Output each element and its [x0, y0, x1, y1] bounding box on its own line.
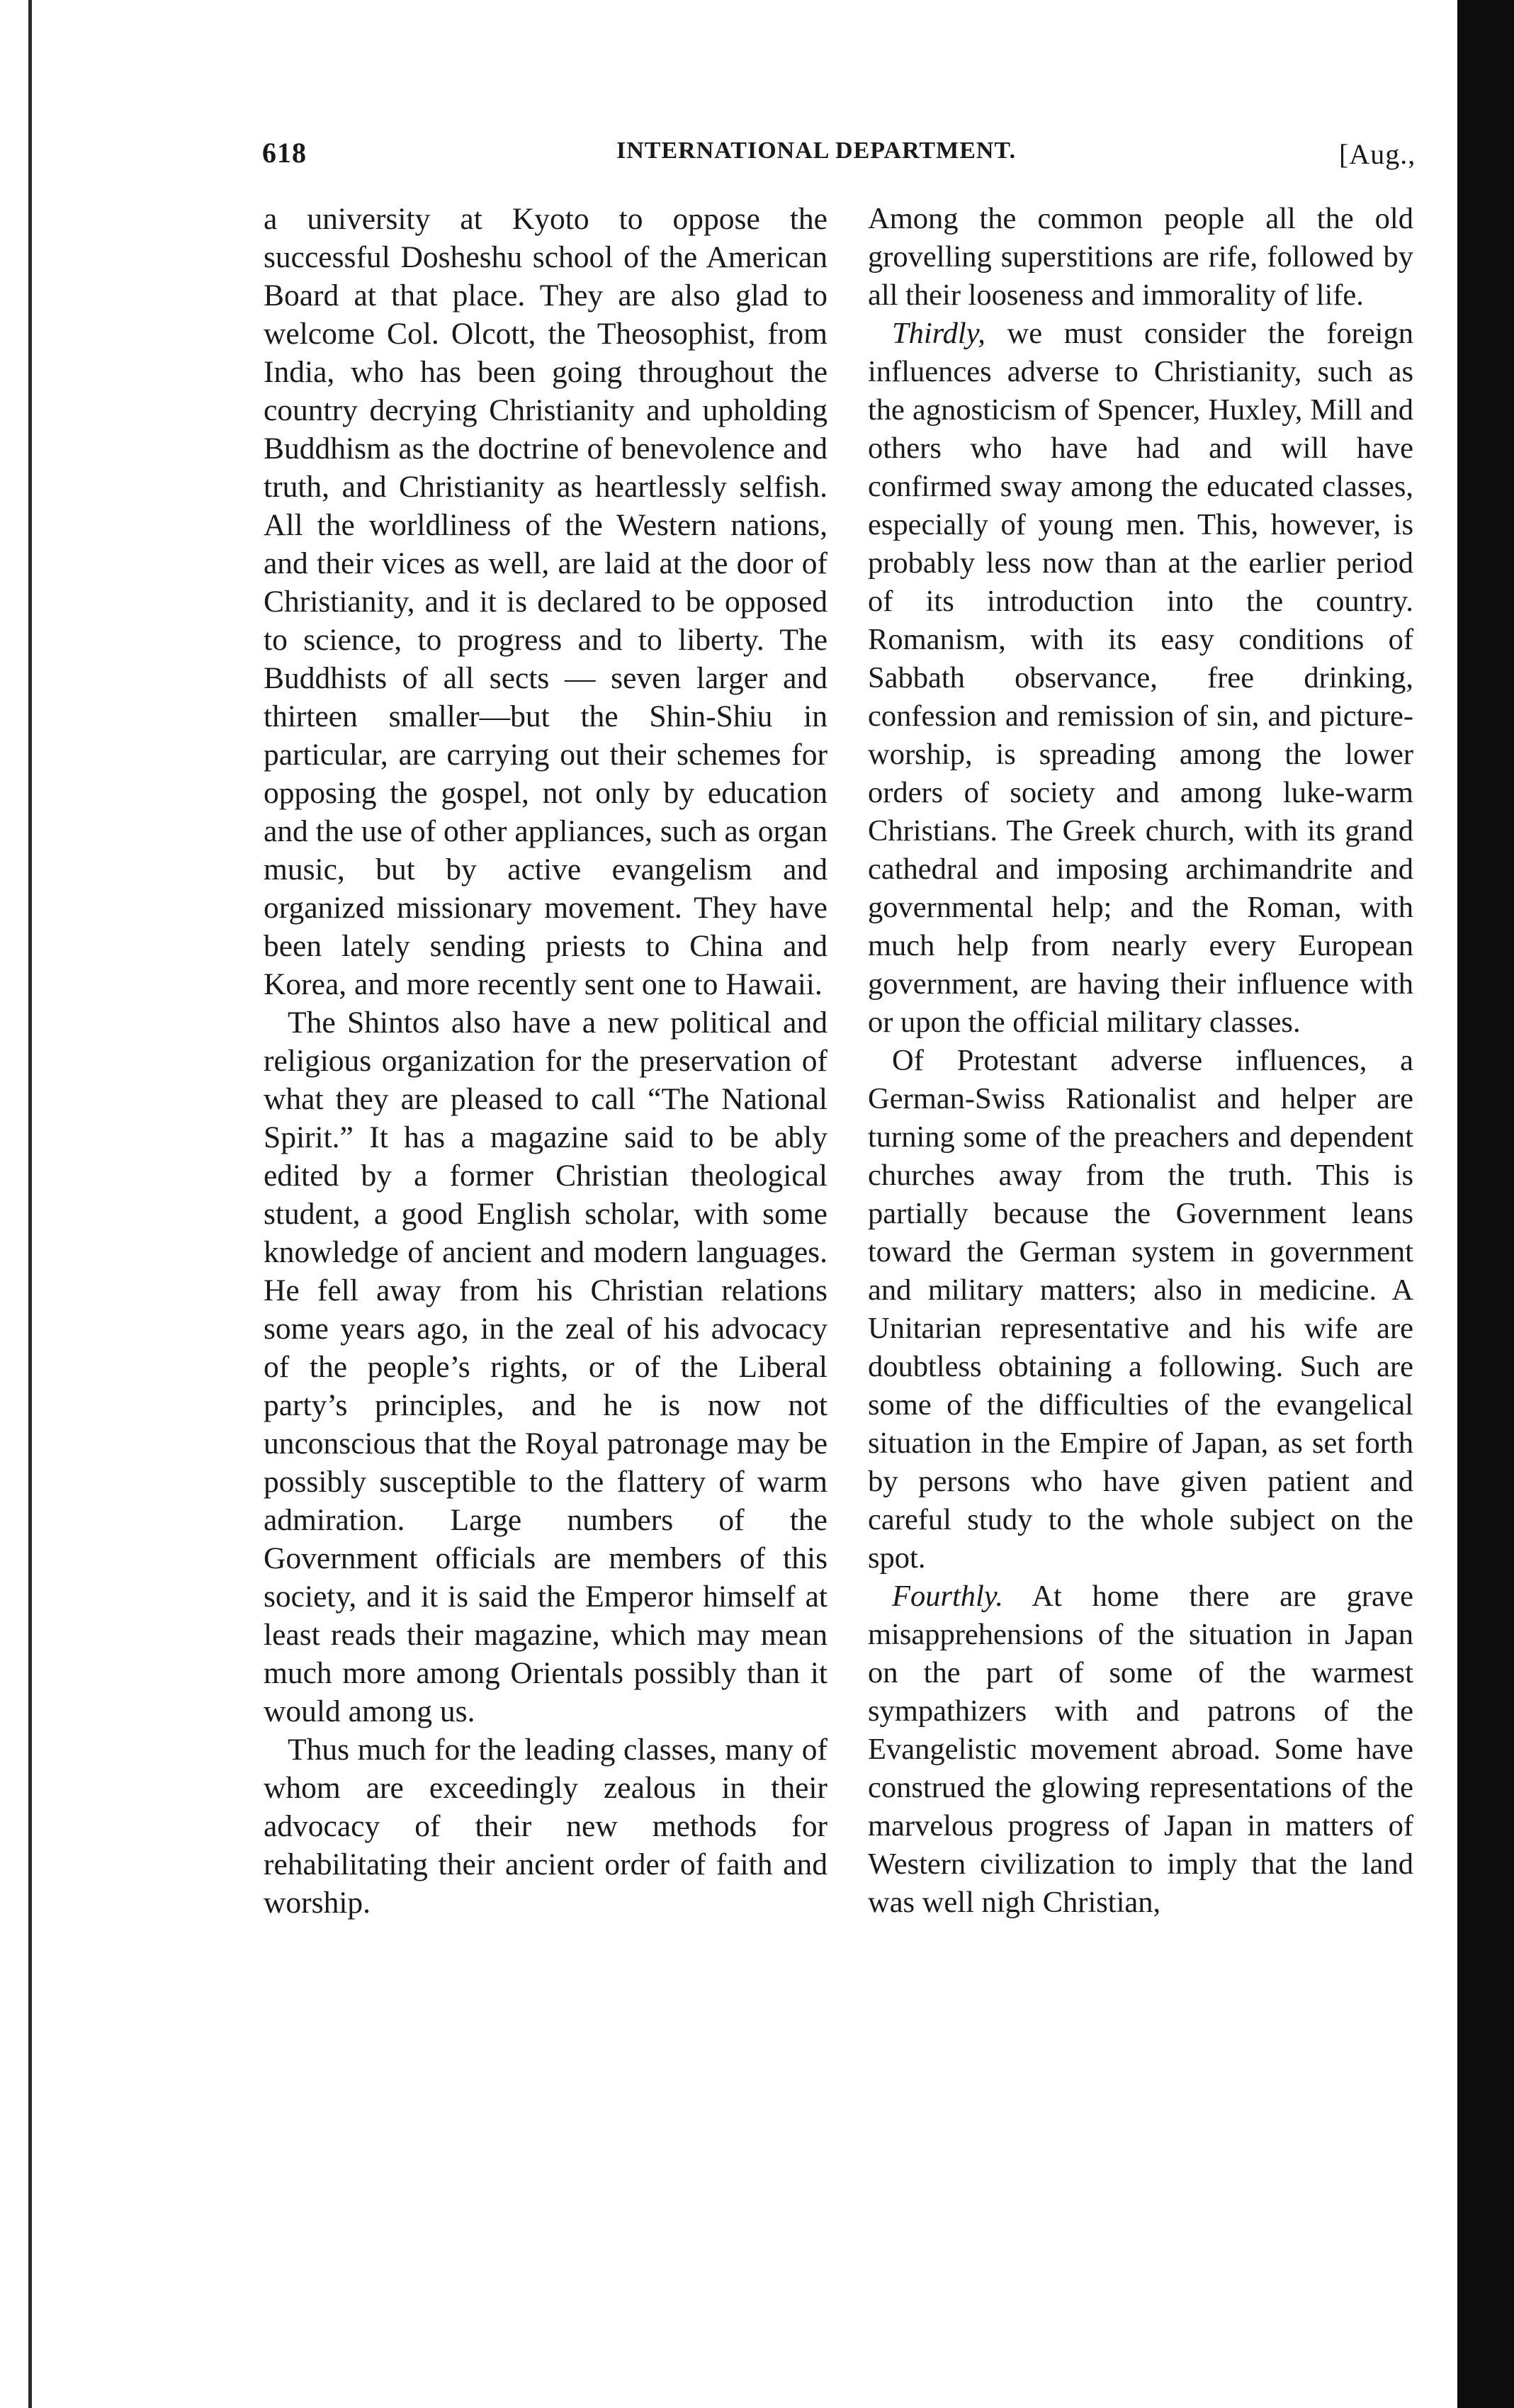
- paragraph-text: Among the common people all the old grovelling superstitions are rife, followed by all their looseness and immorality of life.: [868, 202, 1413, 312]
- paragraph: The Shintos also have a new political and religious organization for the preservation of what they are pleased to call “The National Spirit.” It has a magazine said to be ably edited by a former Christian theological student, a good English scholar, with some knowledge of ancient and modern languages. He fell away from his Christian relations some years ago, in the zeal of his advocacy of the people’s rights, or of the Liberal party’s principles, and he is now not unconscious that the Royal patronage may be possibly susceptible to the flattery of warm admiration. Large numbers of the Government officials are members of this society, and it is said the Emperor himself at least reads their magazine, which may mean much more among Orientals possibly than it would among us.: [264, 1006, 827, 1728]
- page-number: 618: [262, 137, 307, 169]
- paragraph-lead: Thirdly,: [892, 317, 985, 350]
- paragraph: Thus much for the leading classes, many of whom are exceedingly zealous in their advocacy of their new methods for rehabilitating their ancient order of faith and worship.: [264, 1733, 827, 1920]
- binding-edge: [1457, 0, 1514, 2408]
- paragraph: [868, 200, 1413, 315]
- paragraph: [868, 1577, 1413, 1922]
- paragraph-lead: Fourthly.: [892, 1580, 1004, 1613]
- page-header: [262, 136, 1452, 179]
- running-title: INTERNATIONAL DEPARTMENT.: [616, 137, 1017, 164]
- paragraph-text: we must consider the foreign influences adverse to Christianity, such as the agnosticism of Spencer, Huxley, Mill and others who have had and will have confirmed sway among the educated classes, especially of young men. This, however, is probably less now than at the earlier period of its introduction into the country. Romanism, with its easy conditions of Sabbath observance, free drinking, confession and remission of sin, and picture-worship, is spreading among the lower orders of society and among luke-warm Christians. The Greek church, with its grand cathedral and imposing archimandrite and governmental help; and the Roman, with much help from nearly every European government, are having their influence with or upon the official military classes.: [868, 317, 1413, 1039]
- paragraph: [868, 1042, 1413, 1577]
- paragraph: [868, 315, 1413, 1042]
- left-column: [264, 200, 827, 1922]
- paragraph-text: At home there are grave misapprehensions of the situation in Japan on the part of some of the warmest sympathizers with and patrons of the Evangelistic movement abroad. Some have construed the glowing representations of the marvelous progress of Japan in matters of Western civilization to imply that the land was well nigh Christian,: [868, 1580, 1413, 1919]
- right-column: [868, 200, 1413, 1922]
- paragraph-text: Of Protestant adverse influences, a German-Swiss Rationalist and helper are turning some of the preachers and dependent churches away from the truth. This is partially because the Government leans toward the German system in government and military matters; also in medicine. A Unitarian representative and his wife are doubtless obtaining a following. Such are some of the difficulties of the evangelical situation in the Empire of Japan, as set forth by persons who have given patient and careful study to the whole subject on the spot.: [868, 1044, 1413, 1575]
- paragraph: a university at Kyoto to oppose the successful Dosheshu school of the American Board at that place. They are also glad to welcome Col. Olcott, the Theosophist, from India, who has been going throughout the country decrying Christianity and upholding Buddhism as the doctrine of benevolence and truth, and Christianity as heartlessly selfish. All the worldliness of the Western nations, and their vices as well, are laid at the door of Christianity, and it is declared to be opposed to science, to progress and to liberty. The Buddhists of all sects — seven larger and thirteen smaller—but the Shin-Shiu in particular, are carrying out their schemes for opposing the gospel, not only by education and the use of other appliances, such as organ music, but by active evangelism and organized missionary movement. They have been lately sending priests to China and Korea, and more recently sent one to Hawaii.: [264, 202, 827, 1001]
- section-mark: [Aug.,: [1339, 138, 1416, 170]
- left-margin-rule: [28, 0, 32, 2408]
